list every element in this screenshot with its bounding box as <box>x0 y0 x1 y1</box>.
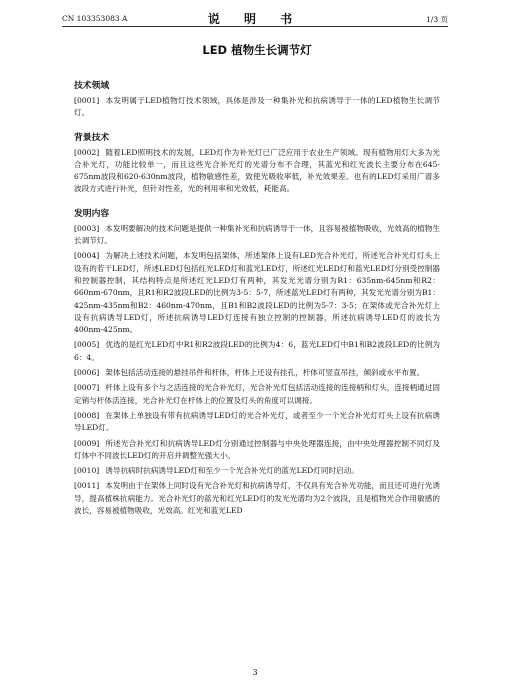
page-number: 3 <box>252 668 258 677</box>
paragraph-number: [0006] <box>74 368 100 378</box>
paragraph <box>74 382 440 407</box>
paragraph-number: [0005] <box>74 340 100 350</box>
section-technical-field <box>74 78 440 120</box>
paragraph <box>74 438 440 463</box>
paragraph-text: 诱导抗病时抗病诱导LED灯和至少一个光合补光灯的蓝光LED灯同时启动。 <box>105 466 359 476</box>
document-body <box>74 34 440 527</box>
paragraph <box>74 410 440 435</box>
paragraph <box>74 250 440 336</box>
paragraph-number: [0004] <box>74 251 100 261</box>
paragraph-number: [0010] <box>74 466 100 476</box>
paragraph-number: [0008] <box>74 410 100 420</box>
paragraph <box>74 147 440 196</box>
paragraph <box>74 367 440 379</box>
patent-number: CN 103353083 A <box>62 14 128 23</box>
section-heading: 发明内容 <box>74 208 110 219</box>
paragraph <box>74 465 440 477</box>
paragraph-text: 所述光合补光灯和抗病诱导LED灯分别通过控制器与中央处理器连接，由中央处理器控制不同灯及灯体中不同波长LED灯的开启并调整光强大小。 <box>74 438 440 460</box>
paragraph-text: 优选的是红光LED灯中R1和R2波段LED的比例为4：6，蓝光LED灯中B1和B2波段LED的比例为6：4。 <box>74 340 440 362</box>
paragraph-number: [0001] <box>74 96 100 105</box>
paragraph-number: [0003] <box>74 223 100 233</box>
document-title: LED 植物生长调节灯 <box>202 43 312 57</box>
paragraph-text: 杆体上设有多个与之活连接的光合补光灯，光合补光灯包括活动连接的连接柄和灯头，连接柄通过固定销与杆体活连接，光合补光灯在杆体上的位置及灯头的角度可以调接。 <box>74 383 440 405</box>
paragraph-text: 在架体上单独设有带有抗病诱导LED灯的光合补光灯，或者至少一个光合补光灯灯头上设有抗病诱导LED灯。 <box>74 410 440 433</box>
page-info: 1/3 页 <box>426 15 448 24</box>
paragraph-text: 本发明属于LED植物灯技术领域，具体是涉及一种集补光和抗病诱导于一体的LED植物生长调节灯。 <box>74 96 440 118</box>
paragraph-number: [0007] <box>74 383 100 393</box>
section-summary <box>74 206 440 518</box>
paragraph-text: 为解决上述技术问题，本发明包括架体，所述架体上设有LED光合补光灯，所述光合补光灯灯头上设有的若干LED灯，所述LED灯包括红光LED灯和蓝光LED灯，所述红光LED灯和蓝光LED灯分别受控制器和控制器控制，其结构特点是所述红光LED灯有两种，其发光光谱分别为R1：635nm-645nm和R2：660nm-670nm，且R1和R2波段LED的比例为3-5：5-7，所述蓝光LED灯有两种，其发光光谱分别为B1：425nm-435nm和B2：460nm-470nm，且B1和B2波段LED的比例为5-7：3-5；在架体或光合补光灯上设有抗病诱导LED灯，所述抗病诱导LED灯连接有独立控制的控制器，所述抗病诱导LED灯的波长为400nm-425nm。 <box>74 251 440 335</box>
section-heading: 背景技术 <box>74 132 110 143</box>
header-rule <box>62 26 448 27</box>
paragraph-number: [0009] <box>74 438 100 448</box>
paragraph-text: 架体包括活动连接的悬挂吊件和杆体，杆体上还设有挂孔，杆体可竖直吊挂，倾斜或水平布置。 <box>105 368 425 378</box>
paragraph <box>74 95 440 120</box>
page-header <box>62 10 448 26</box>
section-background <box>74 130 440 196</box>
paragraph <box>74 339 440 364</box>
paragraph-number: [0011] <box>74 481 100 491</box>
paragraph-number: [0002] <box>74 147 100 157</box>
section-heading: 技术领域 <box>74 81 110 91</box>
paragraph <box>74 480 440 517</box>
paragraph-text: 本发明由于在架体上同时设有光合补光灯和抗病诱导灯，不仅具有光合补光功能，而且还可进行光诱导，提高植株抗病能力。光合补光灯的蓝光和红光LED灯的发光光谱均为2个波段，且是植物光合作用敏感的波长，容易被植物吸收，光效高。红光和蓝光LED <box>74 481 440 516</box>
paragraph <box>74 223 440 248</box>
paragraph-text: 随着LED照明技术的发展，LED灯作为补光灯已广泛应用于农业生产领域。现有植物用灯大多为光合补光灯，功能比较单一，而且这些光合补光灯的光谱分布不合理，其蓝光和红光波长主要分布在645-675nm波段和620-630nm波段，植物敏感性差，致使光吸收率低，补光效果差。也有的LED灯采用广谱多波段方式进行补光，但针对性差，光的利用率和光效低，耗能高。 <box>74 147 440 194</box>
document-type: 说 明 书 <box>207 12 303 26</box>
paragraph-text: 本发明要解决的技术问题是提供一种集补光和抗病诱导于一体，且容易被植物吸收，光效高的植物生长调节灯。 <box>74 223 440 246</box>
